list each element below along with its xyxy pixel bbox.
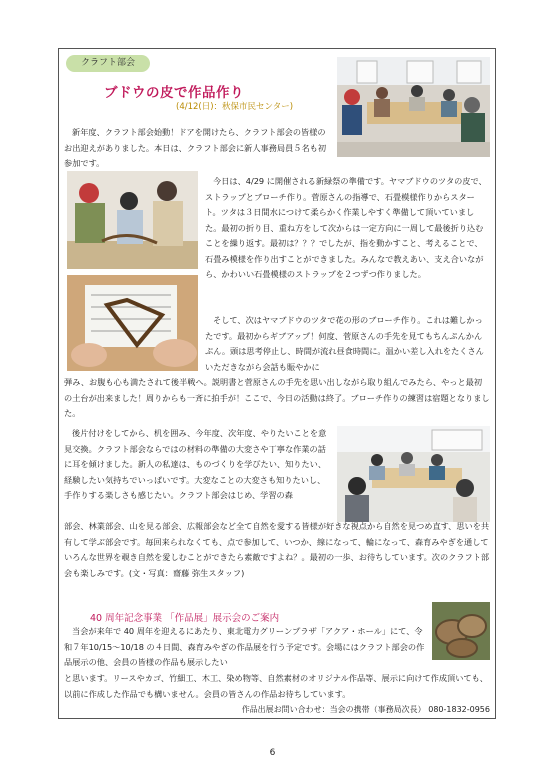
meeting-discussion-photo [337, 426, 490, 522]
contact-line: 作品出展お問い合わせ：当会の携帯（事務局次長） 080-1832-0956 [241, 705, 490, 714]
weaving-people-photo [67, 171, 198, 269]
announcement-body-a: 当会が来年で 40 周年を迎えるにあたり、東北電力グリーンプラザ「アクア・ホール」にて、令和７年10/15～10/18 の４日間、森育みやぎの作品展を行う予定です。会場にはクラフト部会の作品展示の他、会員の皆様の作品も展示したい [64, 626, 425, 667]
paragraph-2b: 弾み、お腹も心も満たされて後半戦へ。説明書と菅原さんの手先を思い出しながら取り組んでみたら、やっと最初の土台が出来ました！周りからも一斉に拍手が！ここで、今日の活動は終了。ブローチ作りの練習は宿題となりました。 [64, 377, 490, 418]
paragraph-1: 今日は、4/29 に開催される新緑祭の準備です。ヤマブドウのツタの皮で、ストラップとブローチ作り。菅原さんの指導で、石畳模様作りからスタート。ツタは３日間水につけて柔らかく作業しやすく準備して頂いていました。最初の折り目、重ね方をして次からは一定方向に一周して最後折り込むことを繰り返す。最初は？？？でしたが、指を動かすこと、考えることで、石畳み模様を作り出すことができました。みんなで教えあい、支え合いながら、かわいい石畳模様のストラップを２つずつ作りました。 [205, 176, 487, 279]
announcement-body-b: と思います。リースやカゴ、竹細工、木工、染め物等、自然素材のオリジナル作品等、展示に向けて作成頂いても、以前に作成した作品でも構いません。会員の皆さんの作品お待ちしています。 [64, 673, 488, 699]
announcement-heading: 40 周年記念事業 「作品展」展示会のご案内 [90, 613, 280, 624]
paragraph-3a: 後片付けをしてから、机を囲み、今年度、次年度、やりたいことを意見交換。クラフト部会ならではの材料の準備の大変さや丁寧な作業の話に耳を傾けました。新人の私達は、ものづくりを学びたい、知りたい、経験したい気持ちでいっぱいです。大変なことの大変さも知りたいし、手作りする楽しさも感じたい。クラフト部会はじめ、学習の森 [64, 428, 327, 500]
article-subtitle: (4/12(日)：秋保市民センター) [176, 102, 294, 112]
intro-paragraph: 新年度、クラフト部会始動！ドアを開けたら、クラフト部会の皆様のお出迎えがありました。本日は、クラフト部会に新人事務局員５名も初参加です。 [64, 127, 327, 168]
section-badge: クラフト部会 [66, 55, 150, 72]
paragraph-3b: 部会、林業部会、山を見る部会、広報部会など全て自然を愛する皆様が好きな視点から自然を見つめ直す、思いを共有して学ぶ部会です。毎回来られなくても、点で参加して、いつか、線になって、輪になって、森育みやぎを通していろんな世界を覗き自然を愛しむことができたら素敵ですよね？。最初の一歩、お待ちしています。次のクラフト部会も楽しみです。(文・写真：齋藤 弥生スタッフ) [64, 521, 490, 578]
article-title: ブドウの皮で作品作り [104, 85, 244, 101]
workshop-group-photo [337, 57, 490, 157]
woven-strap-photo [67, 275, 198, 371]
woven-baskets-photo [432, 602, 490, 660]
paragraph-2a: そして、次はヤマブドウのツタで花の形のブローチ作り。これは難しかったです。最初からギブアップ！何度、菅原さんの手先を見てもちんぷんかんぷん。頭は思考停止し、時間が流れ昼食時間に。温かい差し入れをたくさんいただきながら会話も賑やかに [205, 315, 484, 372]
page-number: 6 [269, 748, 276, 758]
